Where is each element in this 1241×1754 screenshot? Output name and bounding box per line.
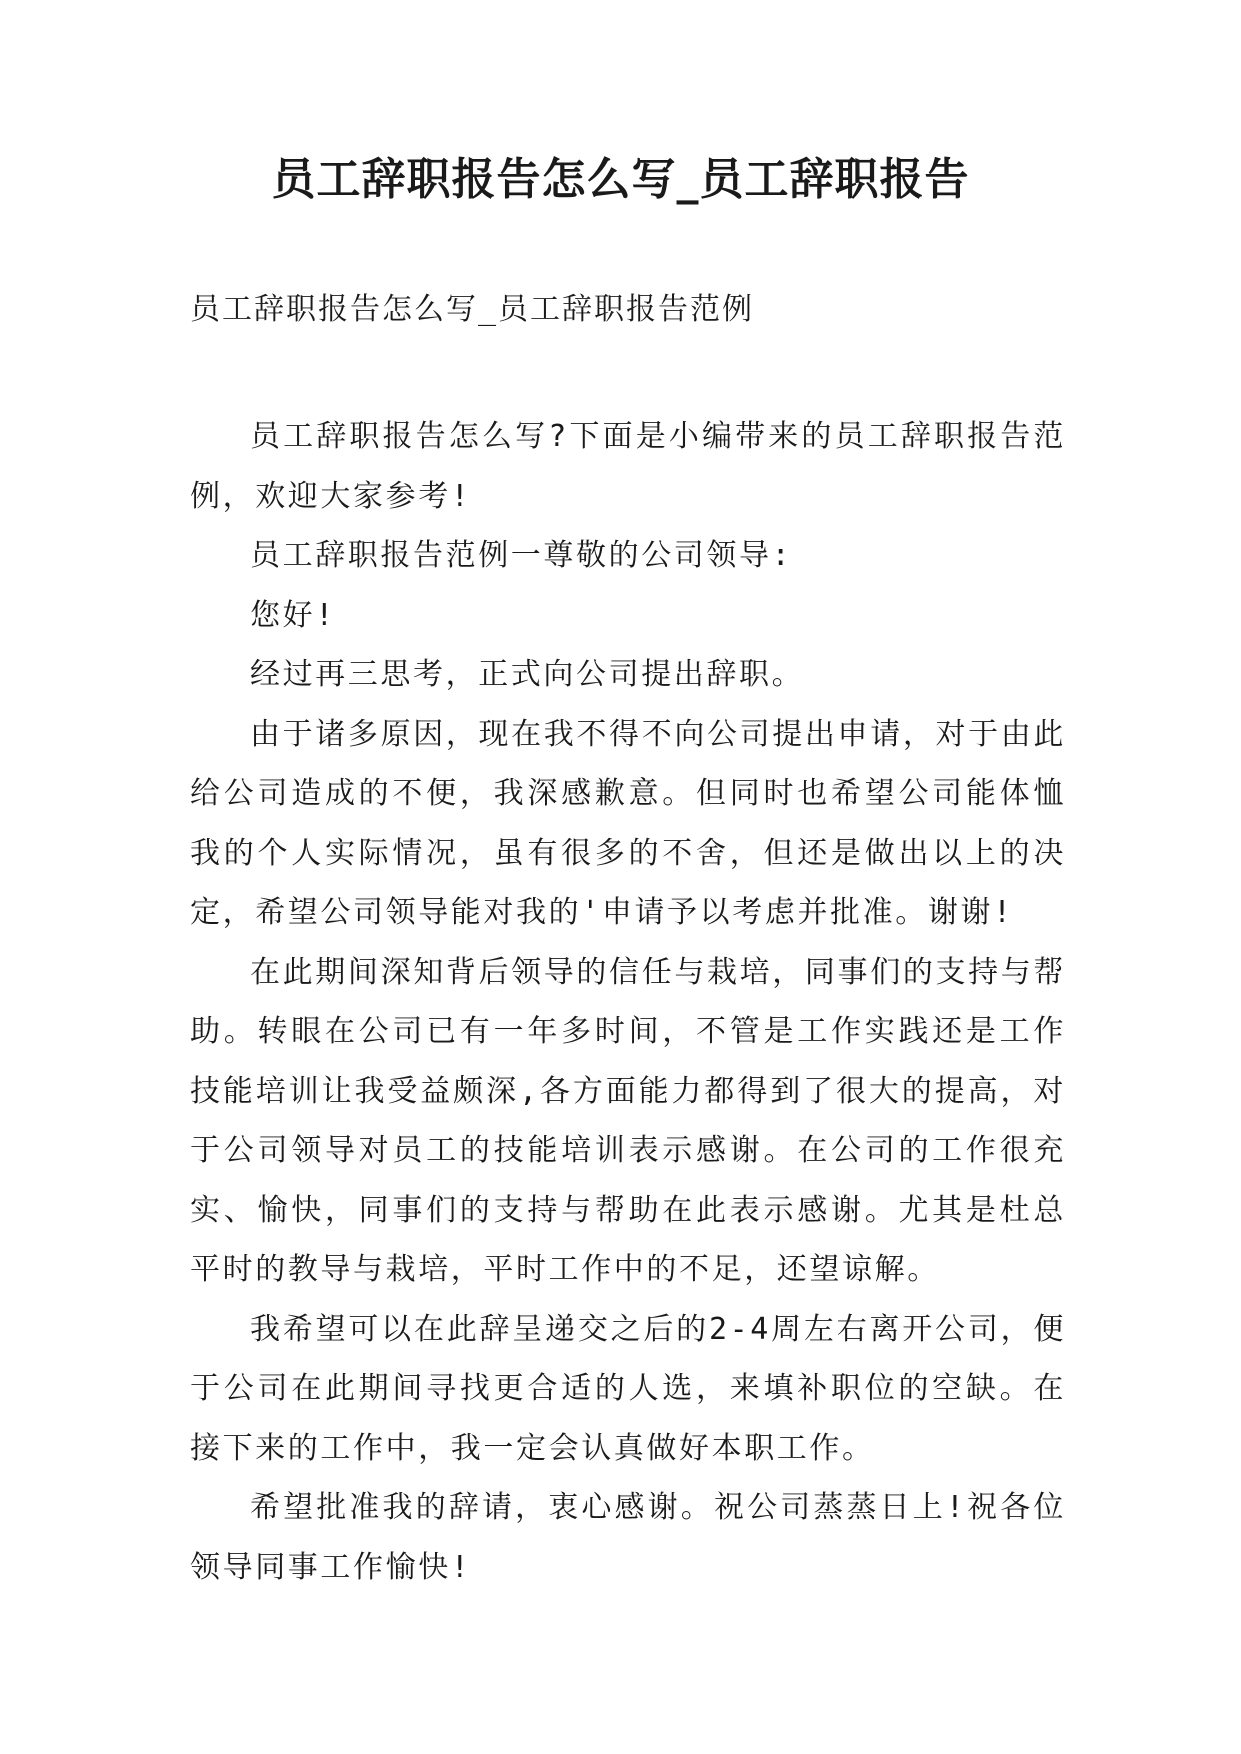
paragraph-timeline: 我希望可以在此辞呈递交之后的2-4周左右离开公司，便于公司在此期间寻找更合适的人选，来填补职位的空缺。在接下来的工作中，我一定会认真做好本职工作。 (190, 1311, 1066, 1466)
paragraph-greeting: 您好! (250, 597, 336, 633)
paragraph-salutation: 员工辞职报告范例一尊敬的公司领导: (250, 538, 793, 573)
document-body (190, 407, 1066, 1597)
document-subtitle: 员工辞职报告怎么写_员工辞职报告范例 (190, 292, 755, 327)
paragraph-gratitude: 在此期间深知背后领导的信任与栽培，同事们的支持与帮助。转眼在公司已有一年多时间，不管是工作实践还是工作技能培训让我受益颇深,各方面能力都得到了很大的提高，对于公司领导对员工的技能培训表示感谢。在公司的工作很充实、愉快，同事们的支持与帮助在此表示感谢。尤其是杜总平时的教导与栽培，平时工作中的不足，还望谅解。 (190, 954, 1066, 1287)
paragraph-intro: 员工辞职报告怎么写?下面是小编带来的员工辞职报告范例，欢迎大家参考! (190, 419, 1066, 514)
document-title: 员工辞职报告怎么写_员工辞职报告 (271, 154, 970, 205)
paragraph-statement: 经过再三思考，正式向公司提出辞职。 (250, 657, 805, 692)
paragraph-reasons: 由于诸多原因，现在我不得不向公司提出申请，对于由此给公司造成的不便，我深感歉意。但同时也希望公司能体恤我的个人实际情况，虽有很多的不舍，但还是做出以上的决定，希望公司领导能对我的'申请予以考虑并批准。谢谢! (190, 716, 1066, 930)
paragraph-closing: 希望批准我的辞请，衷心感谢。祝公司蒸蒸日上!祝各位领导同事工作愉快! (190, 1490, 1066, 1585)
